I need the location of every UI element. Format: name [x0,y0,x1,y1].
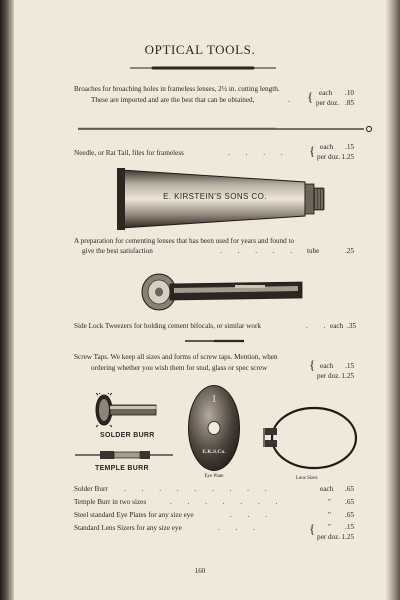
tweezers-price: .35 [347,322,356,330]
tweezers-description: Side Lock Tweezers for holding cement bifocals, or similar work [74,322,261,330]
cement-tube-label: E. KIRSTEIN'S SONS CO. [163,192,267,201]
temple-burr-illustration [74,449,174,461]
leader-dots: . . . . . . . . . [124,485,274,493]
screw-taps-description-line2: ordering whether you wish them for stud, glass or spec screw [91,364,268,372]
price-list-item-name: Standard Lens Sizers for any size eye [74,524,182,532]
screw-taps-price-doz: 1.25 [341,372,354,380]
leader-dots: . . . . [228,149,290,157]
cement-description-line2: give the best satisfaction [82,247,153,255]
broaches-description: Broaches for broaching holes in frameless lenses, 2½ in. cutting length. [74,85,280,93]
price-list-item-price: .65 [345,511,354,519]
price-list-item-unit: " [328,511,331,519]
solder-burr-label: SOLDER BURR [100,432,155,439]
price-list-item-unit: " [328,523,331,531]
price-list-item-price: .65 [345,485,354,493]
eye-plate-number: 1 [211,393,217,405]
side-lock-tweezers-illustration [140,270,310,314]
screw-taps-price-each: .15 [345,362,354,370]
price-list-last-price: 1.25 [341,533,354,541]
tweezers-engraving: · · · · · · [232,283,244,287]
tweezers-unit: each [330,322,344,330]
screw-tap-illustration [184,338,246,344]
lens-sizer-illustration [262,404,360,478]
brace: { [309,357,316,372]
cement-price: .25 [345,247,354,255]
price-list-item-name: Temple Burr in two sizes [74,498,147,506]
screw-taps-description: Screw Taps. We keep all sizes and forms of screw taps. Mention, when [74,353,278,361]
leader-dots: . . . [218,524,262,532]
screw-taps-unit-doz: per doz. [317,372,341,380]
eye-plate-mark: E.K.S.Co. [202,449,226,455]
brace: { [309,521,316,536]
solder-burr-illustration [90,393,160,427]
temple-burr-label: TEMPLE BURR [95,465,149,472]
needle-unit-each: each [320,143,334,151]
leader-dots: . . . . . . . [170,498,285,506]
cement-unit: tube [307,247,320,255]
price-list-item-name: Solder Burr [74,485,108,493]
rat-tail-file-illustration [76,124,376,134]
leader-dots: . . . [230,511,274,519]
broaches-unit-doz: per doz. [316,99,340,107]
screw-taps-unit-each: each [320,362,334,370]
price-list-item-price: .15 [345,523,354,531]
leader-dots: . . . . . [220,247,300,255]
needle-unit-doz: per doz. [317,153,341,161]
page-number: 160 [194,567,206,575]
price-list-item-unit: each [320,485,334,493]
brace: { [307,89,314,104]
needle-file-description: Needle, or Rat Tail, files for frameless [74,149,184,157]
eye-plate-caption: Eye Plate [204,474,224,479]
book-spine-shadow [0,0,14,600]
leader-dot: . [288,96,290,104]
needle-price-doz: 1.25 [341,153,354,161]
price-list-item-name: Steel standard Eye Plates for any size eye [74,511,194,519]
needle-price-each: .15 [345,143,354,151]
price-list-item-unit: " [328,498,331,506]
price-list-item-price: .65 [345,498,354,506]
page-edge-shadow [386,0,400,600]
title-divider [128,65,278,71]
lens-sizer-caption: Lens Sizer. [296,476,319,481]
page-title: OPTICAL TOOLS. [144,42,256,57]
broaches-price-each: .10 [345,89,354,97]
broaches-unit-each: each [319,89,333,97]
broaches-price-doz: .85 [345,99,354,107]
leader-dots: . . [306,322,333,330]
price-list-last-unit: per doz. [317,533,341,541]
cement-description: A preparation for cementing lenses that has been used for years and found to [74,237,295,245]
brace: { [309,143,316,158]
broaches-description-line2: These are imported and are the best that can be obtained, [91,96,255,104]
